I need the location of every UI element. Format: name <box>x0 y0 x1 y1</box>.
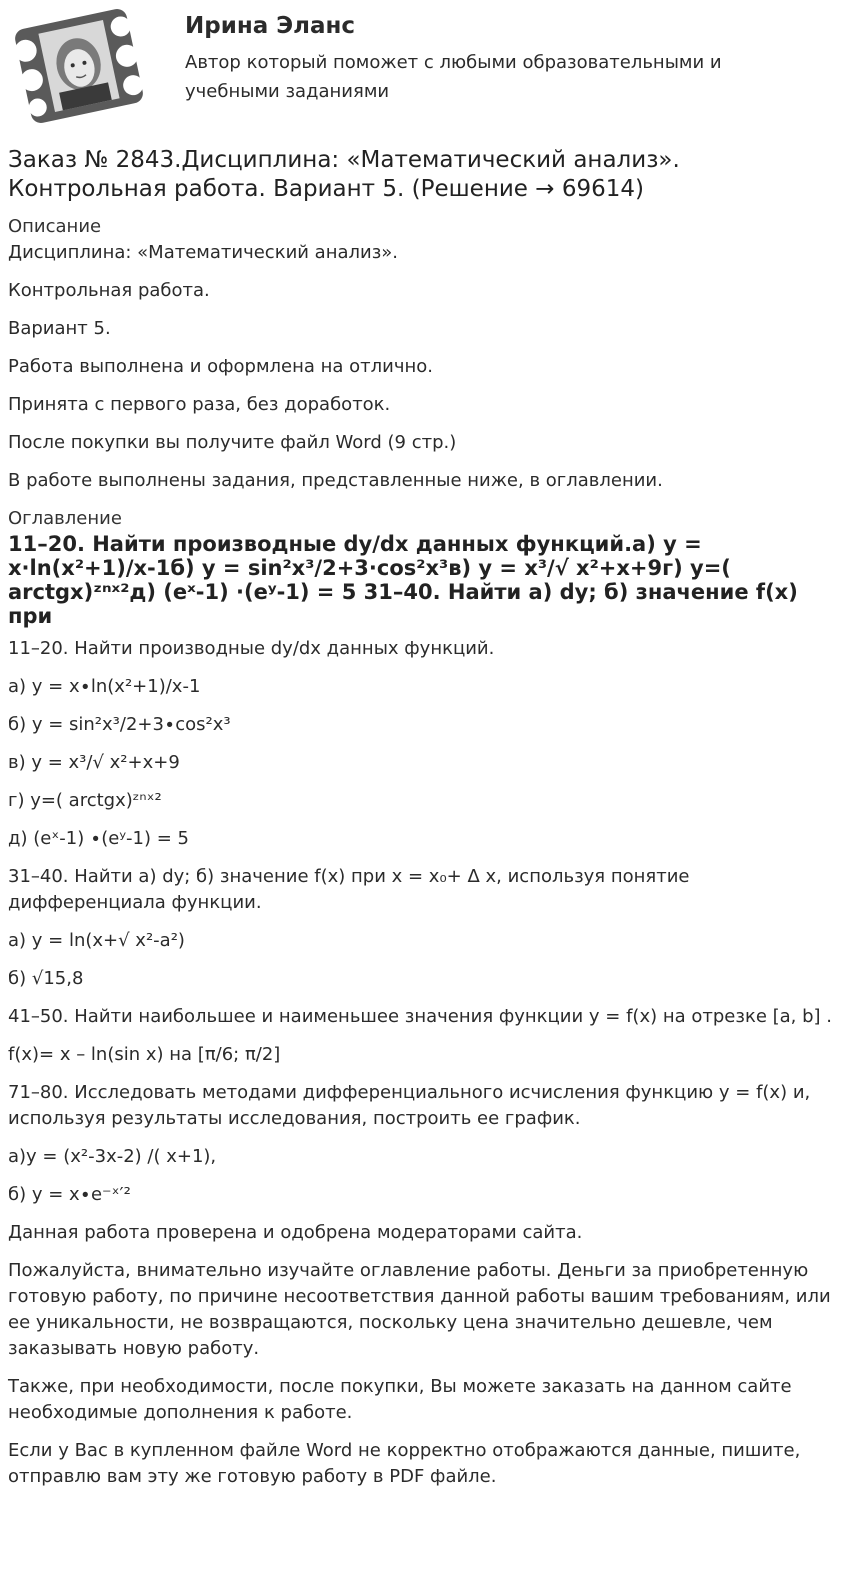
toc-paragraph: б) y = sin²x³/2+3∙cos²x³ <box>8 714 231 735</box>
description-paragraph: В работе выполнены задания, представленные ниже, в оглавлении. <box>8 470 663 491</box>
notice-paragraph: Пожалуйста, внимательно изучайте оглавление работы. Деньги за приобретенную готовую работу, по причине несоответствия данной работы вашим требованиям, или ее уникальности, не возвращаются, поскольку цена значительно дешевле, чем заказывать новую работу. <box>8 1260 831 1359</box>
order-content <box>8 146 840 1502</box>
toc-paragraph: 41–50. Найти наибольшее и наименьшее значения функции y = f(x) на отрезке [a, b] . <box>8 1006 833 1027</box>
toc-paragraph: б) y = x∙e⁻ˣ′² <box>8 1184 131 1205</box>
description-paragraph: Вариант 5. <box>8 318 111 339</box>
description-label: Описание <box>8 216 102 237</box>
description-block <box>8 240 840 494</box>
author-card <box>0 0 847 130</box>
toc-paragraph: г) y=( arctgx)ᶻⁿˣ² <box>8 790 162 811</box>
toc-paragraph: а)y = (x²-3x-2) /( x+1), <box>8 1146 217 1167</box>
avatar-frame-icon <box>8 6 150 126</box>
description-paragraph: Работа выполнена и оформлена на отлично. <box>8 356 434 377</box>
toc-paragraph: а) y = ln(x+√ x²-a²) <box>8 930 185 951</box>
toc-paragraph: а) y = x∙ln(x²+1)/x-1 <box>8 676 201 697</box>
author-avatar <box>8 6 150 126</box>
notice-paragraph: Данная работа проверена и одобрена модераторами сайта. <box>8 1222 583 1243</box>
order-title: Заказ № 2843.Дисциплина: «Математический анализ». Контрольная работа. Вариант 5. (Решение → 69614) <box>8 147 680 202</box>
notice-paragraph: Также, при необходимости, после покупки, Вы можете заказать на данном сайте необходимые дополнения к работе. <box>8 1376 792 1423</box>
notice-paragraph: Если у Вас в купленном файле Word не корректно отображаются данные, пишите, отправлю вам эту же готовую работу в PDF файле. <box>8 1440 801 1487</box>
toc-paragraph: f(x)= x – ln(sin x) на [π/6; π/2] <box>8 1044 281 1065</box>
toc-paragraph: б) √15,8 <box>8 968 84 989</box>
description-paragraph: Дисциплина: «Математический анализ». <box>8 242 399 263</box>
author-name: Ирина Эланс <box>185 13 356 39</box>
toc-paragraph: 31–40. Найти а) dy; б) значение f(x) при x = x₀+ Δ x, используя понятие дифференциала функции. <box>8 866 690 913</box>
toc-body <box>8 636 840 1490</box>
toc-paragraph: в) y = x³/√ x²+x+9 <box>8 752 180 773</box>
toc-heading: 11–20. Найти производные dy/dx данных функций.а) y = x·ln(x²+1)/x-1б) y = sin²x³/2+3·cos²x³в) y = x³/√ x²+x+9г) y=( arctgx)ᶻⁿˣ²д) (eˣ-1) ·(eʸ-1) = 5 31–40. Найти а) dy; б) значение f(x) при <box>8 532 798 628</box>
toc-paragraph: 11–20. Найти производные dy/dx данных функций. <box>8 638 495 659</box>
description-paragraph: Контрольная работа. <box>8 280 210 301</box>
author-description: Автор который поможет с любыми образовательными и учебными заданиями <box>185 52 722 102</box>
toc-label: Оглавление <box>8 508 122 529</box>
toc-paragraph: 71–80. Исследовать методами дифференциального исчисления функцию y = f(x) и, используя результаты исследования, построить ее график. <box>8 1082 811 1129</box>
description-paragraph: После покупки вы получите файл Word (9 стр.) <box>8 432 457 453</box>
toc-paragraph: д) (eˣ-1) ∙(eʸ-1) = 5 <box>8 828 189 849</box>
description-paragraph: Принята с первого раза, без доработок. <box>8 394 391 415</box>
